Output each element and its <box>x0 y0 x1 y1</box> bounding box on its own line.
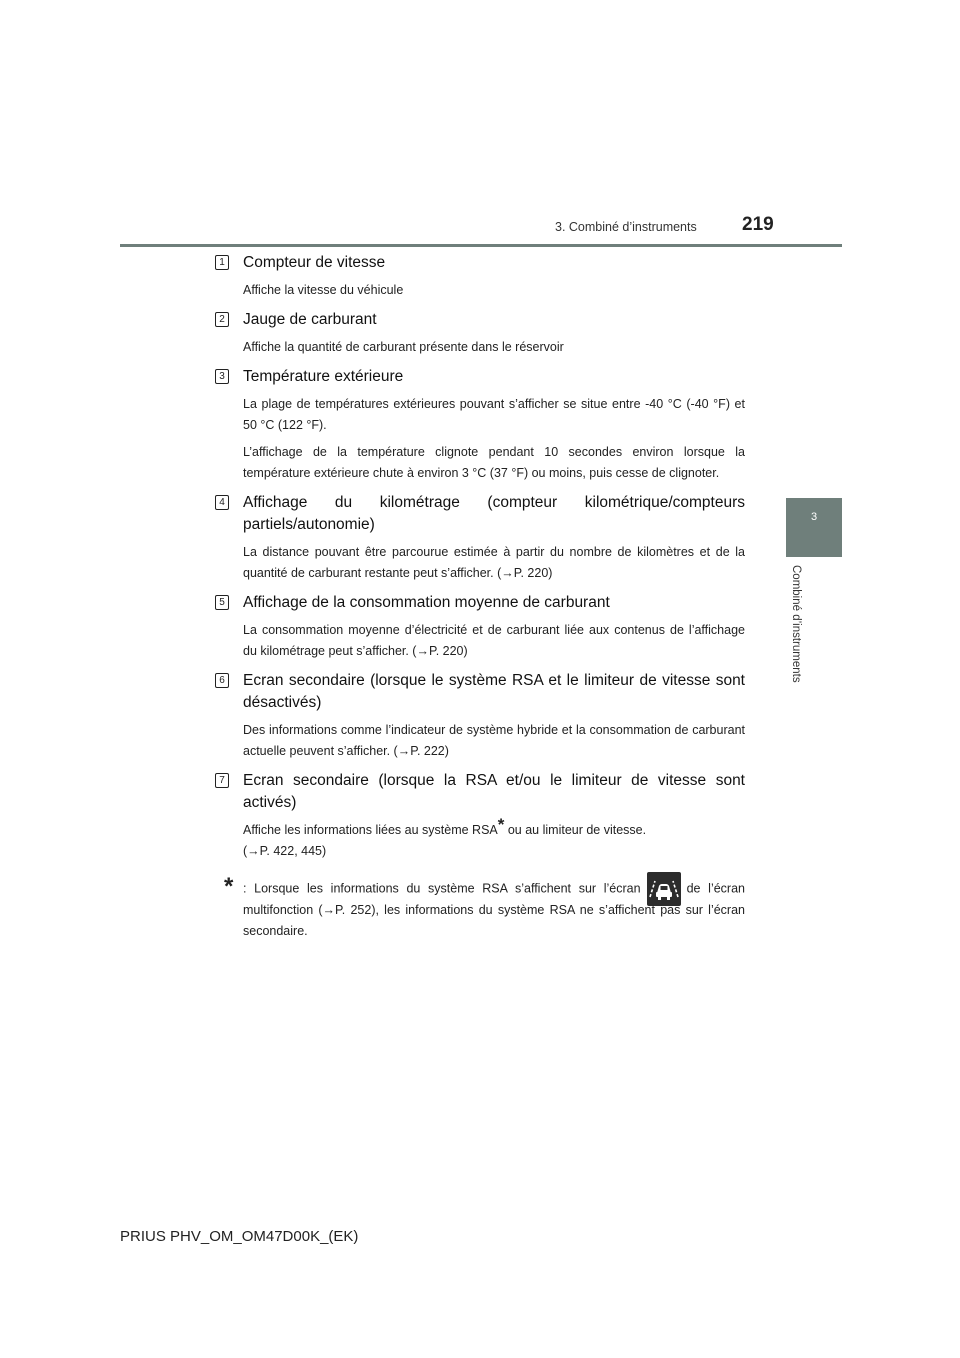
item-number-badge: 1 <box>215 255 229 270</box>
item-list <box>215 252 745 942</box>
item-title: Ecran secondaire (lorsque la RSA et/ou le limiteur de vitesse sont activés) <box>243 772 745 811</box>
footnote <box>215 873 745 942</box>
list-item <box>215 592 745 662</box>
list-item <box>215 309 745 358</box>
item-title: Température extérieure <box>243 368 404 385</box>
item-number-badge: 2 <box>215 312 229 327</box>
chapter-title: Combiné d’instruments <box>790 565 802 683</box>
item-description-text: Affiche les informations liées au système RSA <box>243 823 498 837</box>
item-description <box>243 815 745 862</box>
list-item <box>215 770 745 862</box>
item-description: Affiche la quantité de carburant présente dans le réservoir <box>243 340 564 354</box>
item-title: Compteur de vitesse <box>243 254 386 271</box>
chapter-number: 3 <box>810 511 818 523</box>
document-id: PRIUS PHV_OM_OM47D00K_(EK) <box>120 1228 359 1245</box>
item-description: Des informations comme l’indicateur de système hybride et la consommation de carburant actuelle peuvent s’afficher. (→P. 222) <box>243 723 745 758</box>
footnote-text: : Lorsque les informations du système RSA s’affichent sur l’écran <box>243 881 641 896</box>
rsa-road-sign-screen-icon <box>647 872 681 906</box>
item-title: Affichage du kilométrage (compteur kilométrique/compteurs partiels/autonomie) <box>243 494 745 533</box>
list-item <box>215 492 745 584</box>
chapter-tab <box>786 498 842 557</box>
page-reference: (→P. 422, 445) <box>243 844 327 858</box>
item-description: La consommation moyenne d’électricité et de carburant liée aux contenus de l’affichage du kilométrage peut s’afficher. (→P. 220) <box>243 623 745 658</box>
page-number: 219 <box>742 214 774 235</box>
item-number-badge: 5 <box>215 595 229 610</box>
item-description: Affiche la vitesse du véhicule <box>243 283 404 297</box>
item-number-badge: 4 <box>215 495 229 510</box>
list-item <box>215 670 745 762</box>
item-description: L’affichage de la température clignote pendant 10 secondes environ lorsque la température extérieure chute à environ 3 °C (37 °F) ou moins, puis cesse de clignoter. <box>243 445 745 480</box>
list-item <box>215 252 745 301</box>
item-description: La distance pouvant être parcourue estimée à partir du nombre de kilomètres et de la quantité de carburant restante peut s’afficher. (→P. 220) <box>243 545 745 580</box>
item-description: La plage de températures extérieures pouvant s’afficher se situe entre -40 °C (-40 °F) et 50 °C (122 °F). <box>243 397 745 432</box>
item-title: Affichage de la consommation moyenne de carburant <box>243 594 610 611</box>
item-number-badge: 7 <box>215 773 229 788</box>
section-title: 3. Combiné d’instruments <box>555 220 697 234</box>
footnote-marker: * <box>224 873 234 900</box>
footnote-text: de l’écran multifonction (→P. 252), les informations du système RSA ne s’affichent pas sur l’écran secondaire. <box>243 881 745 938</box>
footnote-reference-star: * <box>497 815 505 834</box>
item-description-text: ou au limiteur de vitesse. <box>504 823 647 837</box>
item-number-badge: 3 <box>215 369 229 384</box>
list-item <box>215 366 745 484</box>
item-title: Jauge de carburant <box>243 311 377 328</box>
item-number-badge: 6 <box>215 673 229 688</box>
item-title: Ecran secondaire (lorsque le système RSA et le limiteur de vitesse sont désactivés) <box>243 672 745 711</box>
header-divider <box>120 244 842 247</box>
